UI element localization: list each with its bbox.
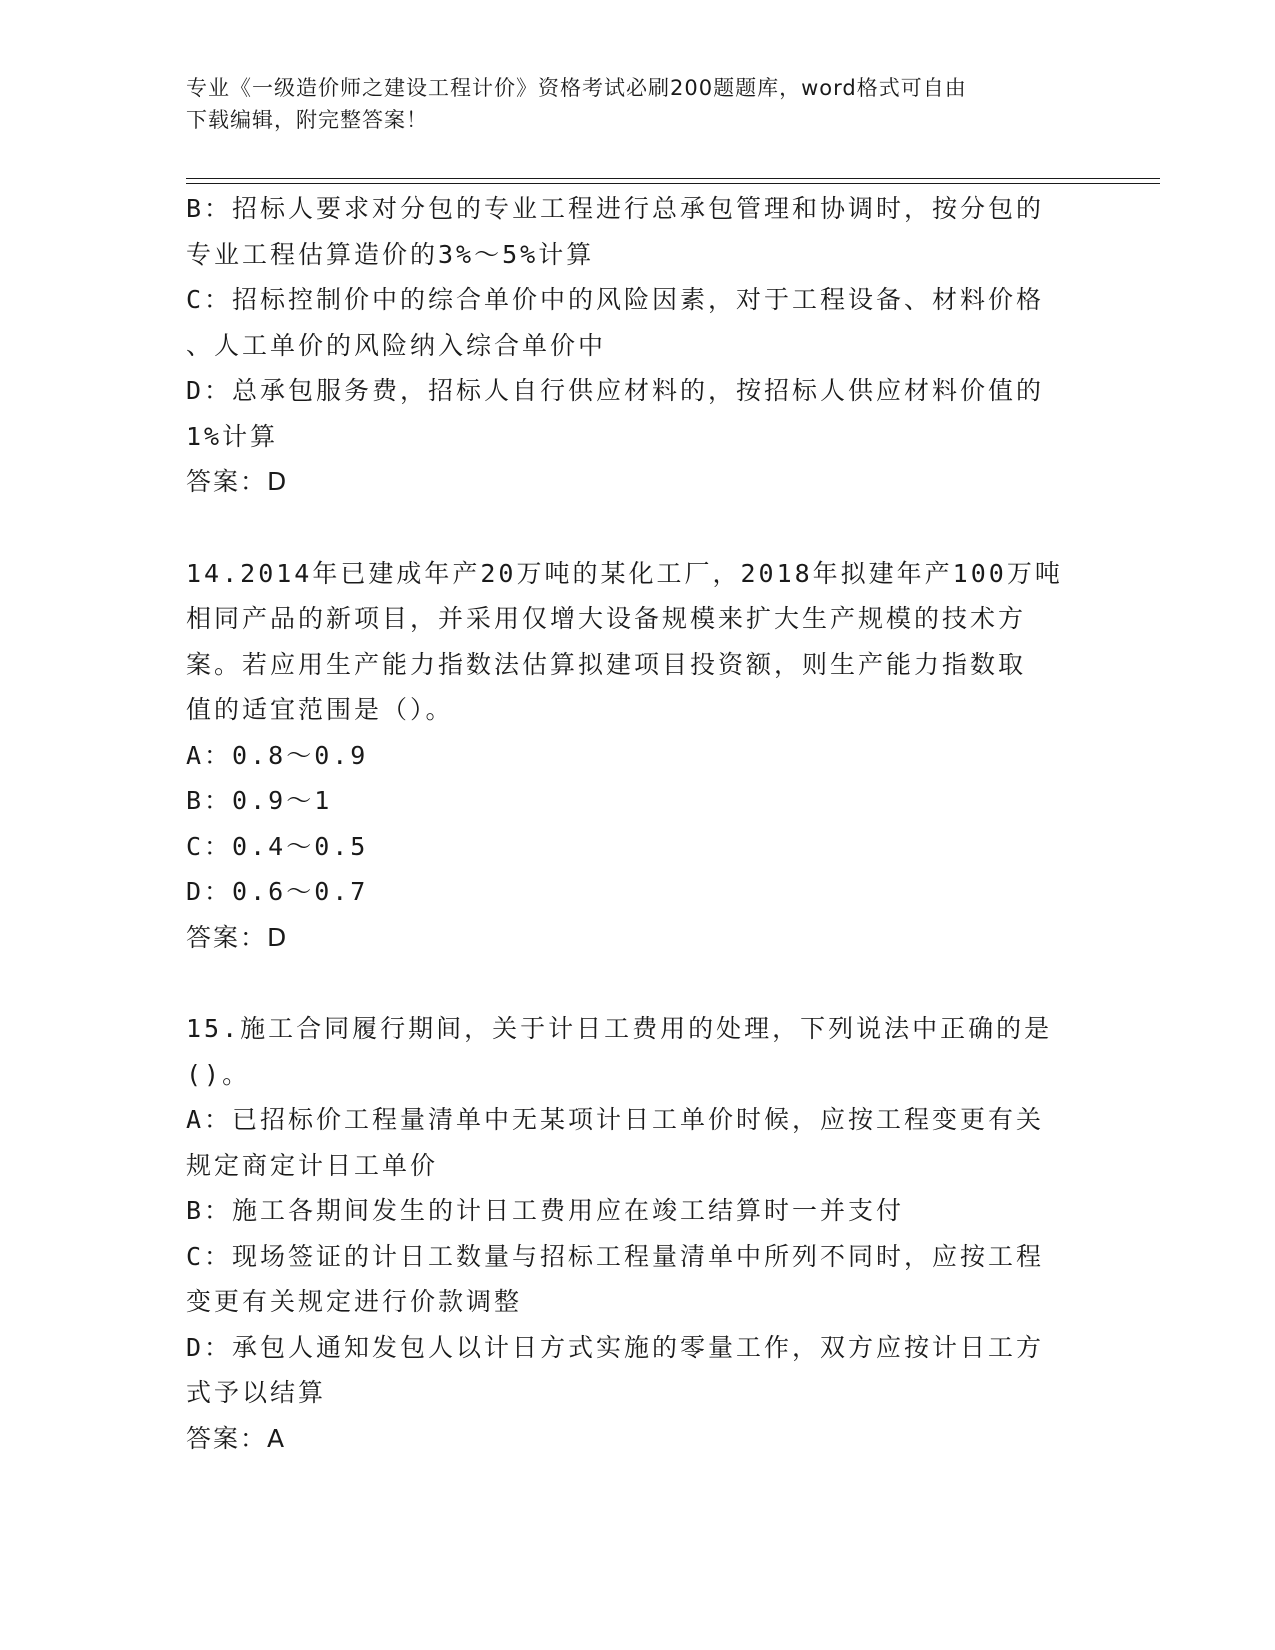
- q13-option-d-line-2: 1%计算: [186, 421, 279, 451]
- q14-option-b: B：0.9～1: [186, 786, 333, 815]
- question-15: [186, 1006, 1086, 1461]
- q14-option-a: A：0.8～0.9: [186, 740, 369, 770]
- q13-option-b-line-2: 专业工程估算造价的3%～5%计算: [186, 239, 595, 269]
- q14-option-c: C：0.4～0.5: [186, 831, 369, 861]
- header-rule-bottom: [186, 183, 1160, 184]
- q15-option-a-line-2: 规定商定计日工单价: [186, 1150, 439, 1180]
- q13-option-d-line-1: D：总承包服务费，招标人自行供应材料的，按招标人供应材料价值的: [186, 376, 1045, 405]
- q13-option-c-line-1: C：招标控制价中的综合单价中的风险因素，对于工程设备、材料价格: [186, 285, 1045, 314]
- q14-stem-line-2: 相同产品的新项目，并采用仅增大设备规模来扩大生产规模的技术方: [186, 604, 1027, 633]
- q15-option-b-line-1: B：施工各期间发生的计日工费用应在竣工结算时一并支付: [186, 1196, 905, 1225]
- q15-stem-line-2: ()。: [186, 1059, 251, 1089]
- q15-option-c-line-2: 变更有关规定进行价款调整: [186, 1287, 523, 1316]
- q13-option-c-line-2: 、人工单价的风险纳入综合单价中: [186, 330, 607, 360]
- q15-answer: 答案：A: [186, 1423, 287, 1453]
- question-13-options: [186, 186, 1086, 505]
- q15-stem-line-1: 15.施工合同履行期间，关于计日工费用的处理，下列说法中正确的是: [186, 1014, 1053, 1043]
- q15-option-d-line-2: 式予以结算: [186, 1378, 327, 1407]
- q13-answer: 答案：D: [186, 467, 289, 496]
- spacer: [186, 505, 1086, 551]
- q13-option-b-line-1: B：招标人要求对分包的专业工程进行总承包管理和协调时，按分包的: [186, 194, 1045, 223]
- question-14: [186, 551, 1086, 961]
- q15-option-a-line-1: A：已招标价工程量清单中无某项计日工单价时候，应按工程变更有关: [186, 1105, 1045, 1134]
- q14-stem-line-3: 案。若应用生产能力指数法估算拟建项目投资额，则生产能力指数取: [186, 649, 1027, 679]
- spacer: [186, 960, 1086, 1006]
- document-body: [186, 186, 1086, 1461]
- q14-stem-line-1: 14.2014年已建成年产20万吨的某化工厂，2018年拟建年产100万吨: [186, 558, 1063, 588]
- q14-stem-line-4: 值的适宜范围是（）。: [186, 695, 454, 724]
- document-header: [186, 72, 1066, 136]
- header-line-1: 专业《一级造价师之建设工程计价》资格考试必刷200题题库，word格式可自由: [186, 76, 967, 100]
- q14-option-d: D：0.6～0.7: [186, 877, 369, 906]
- q15-option-d-line-1: D：承包人通知发包人以计日方式实施的零量工作，双方应按计日工方: [186, 1332, 1045, 1362]
- header-rule-top: [186, 178, 1160, 179]
- q15-option-c-line-1: C：现场签证的计日工数量与招标工程量清单中所列不同时，应按工程: [186, 1241, 1045, 1271]
- q14-answer: 答案：D: [186, 922, 289, 952]
- header-line-2: 下载编辑，附完整答案！: [186, 108, 428, 132]
